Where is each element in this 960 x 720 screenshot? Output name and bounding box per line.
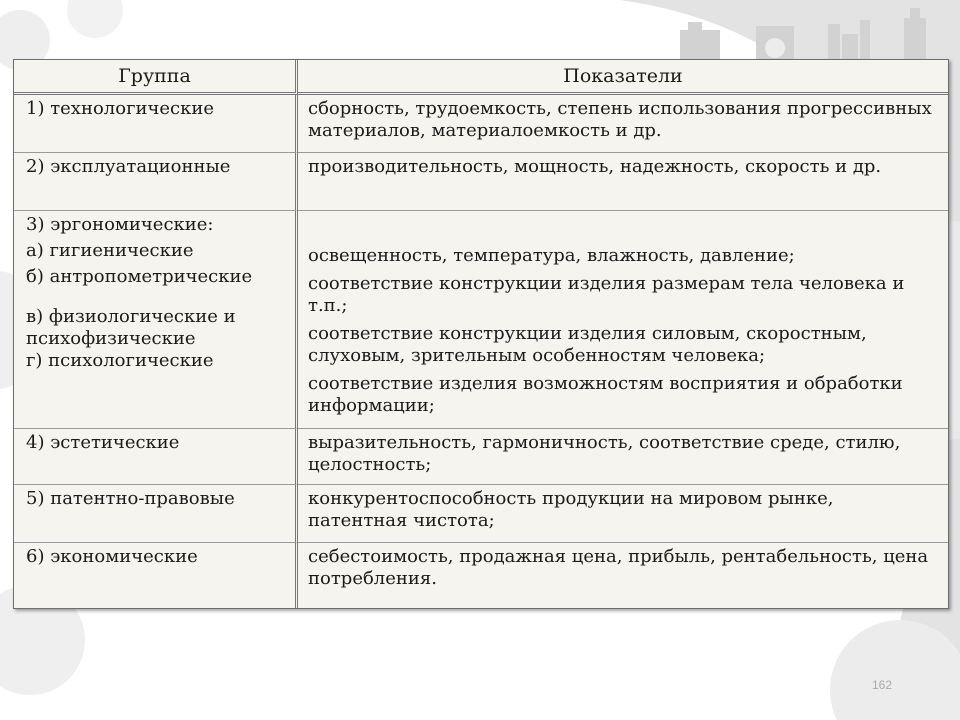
group-line: в) физиологические и психофизические [26, 306, 236, 349]
group-line: 3) эргономические: [26, 214, 214, 235]
indicators-table-panel [13, 59, 949, 609]
row-group: 2) эксплуатационные [26, 156, 231, 177]
row-indicators: конкурентоспособность продукции на мировом рынке, патентная чистота; [308, 488, 834, 531]
table-row [14, 543, 948, 608]
header-indicators: Показатели [298, 60, 948, 95]
row-indicators: сборность, трудоемкость, степень использования прогрессивных материалов, материалоемкость и др. [308, 98, 932, 141]
row-group: 6) экономические [26, 546, 198, 567]
page-number: 162 [872, 678, 893, 692]
indicator-line: соответствие изделия возможностям восприятия и обработки информации; [308, 373, 903, 416]
table-row [14, 485, 948, 543]
row-group: 5) патентно-правовые [26, 488, 235, 509]
row-indicators: производительность, мощность, надежность, скорость и др. [308, 156, 882, 177]
row-indicators: себестоимость, продажная цена, прибыль, рентабельность, цена потребления. [308, 546, 929, 589]
group-line: б) антропометрические [26, 266, 253, 287]
header-group: Группа [14, 60, 298, 95]
indicators-table [14, 60, 948, 608]
table-row [14, 429, 948, 485]
table-row [14, 153, 948, 211]
indicator-line: освещенность, температура, влажность, давление; [308, 245, 795, 266]
indicator-line: соответствие конструкции изделия размерам тела человека и т.п.; [308, 273, 905, 316]
row-group: 4) эстетические [26, 432, 180, 453]
row-indicators: выразительность, гармоничность, соответствие среде, стилю, целостность; [308, 432, 901, 475]
group-line: а) гигиенические [26, 240, 194, 261]
row-indicators [298, 211, 948, 423]
row-group [14, 211, 295, 378]
table-row [14, 95, 948, 153]
row-group: 1) технологические [26, 98, 215, 119]
table-row [14, 211, 948, 429]
group-line: г) психологические [26, 350, 214, 371]
indicator-line: соответствие конструкции изделия силовым, скоростным, слуховым, зрительным особенностям человека; [308, 323, 867, 366]
table-header-row [14, 60, 948, 95]
